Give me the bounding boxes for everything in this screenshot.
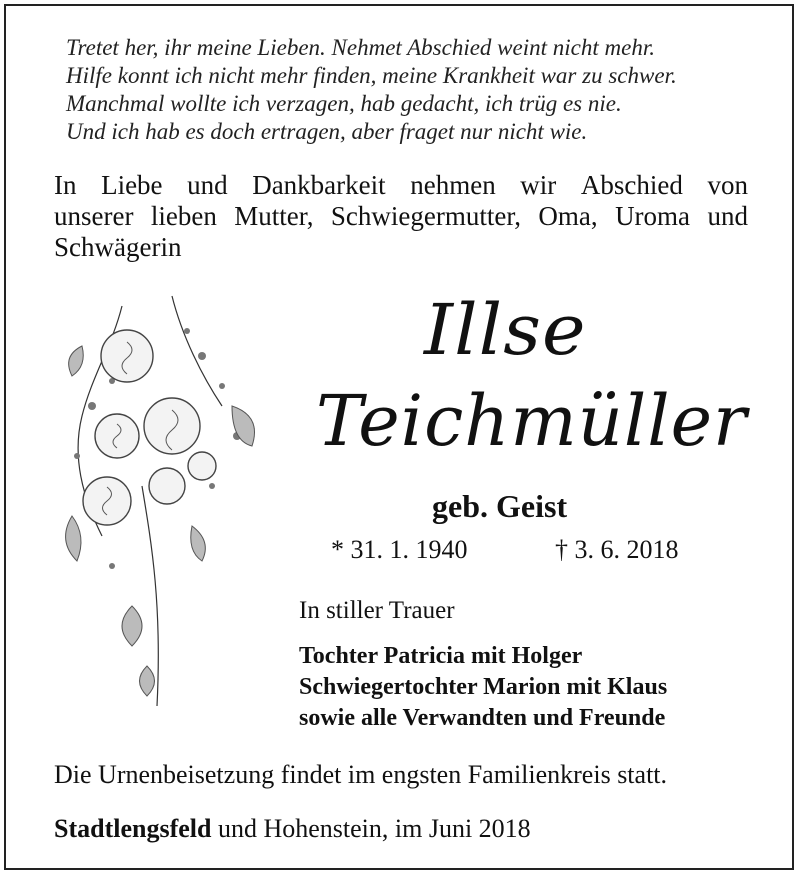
intro-text: [54, 170, 748, 263]
place-name: Stadtlengsfeld: [54, 814, 212, 843]
place-rest: und Hohenstein, im Juni 2018: [211, 814, 531, 843]
family-member: Schwiegertochter Marion mit Klaus: [299, 674, 668, 700]
death-date: † 3. 6. 2018: [555, 535, 679, 564]
intro-line-1: [54, 170, 748, 201]
intro-line-2: [54, 201, 748, 232]
intro-word: Mutter,: [234, 201, 314, 231]
poem-line: Und ich hab es doch ertragen, aber fraget nur nicht wie.: [66, 119, 588, 144]
intro-word: nehmen: [410, 170, 496, 200]
last-name: Teichmüller: [316, 380, 748, 462]
intro-word: Oma,: [538, 201, 598, 231]
intro-word: Schwiegermutter,: [330, 201, 521, 231]
family-member: Tochter Patricia mit Holger: [299, 643, 583, 669]
intro-word: wir: [520, 170, 557, 200]
first-name: Illse: [424, 289, 587, 371]
family-list: [299, 641, 667, 734]
intro-word: lieben: [150, 201, 217, 231]
birth-date: * 31. 1. 1940: [331, 535, 468, 564]
poem: [66, 34, 766, 146]
intro-word: und: [707, 201, 748, 231]
poem-line: Manchmal wollte ich verzagen, hab gedacht, ich trüg es nie.: [66, 91, 622, 116]
mourning-label: In stiller Trauer: [299, 597, 455, 624]
intro-word: und: [187, 170, 228, 200]
intro-word: Abschied: [580, 170, 683, 200]
maiden-name: geb. Geist: [432, 488, 568, 524]
intro-word: Liebe: [101, 170, 163, 200]
intro-word: In: [54, 170, 77, 200]
intro-line-3: Schwägerin: [54, 232, 182, 262]
poem-line: Hilfe konnt ich nicht mehr finden, meine Krankheit war zu schwer.: [66, 63, 677, 88]
intro-word: Uroma: [615, 201, 691, 231]
intro-word: unserer: [54, 201, 134, 231]
family-member: sowie alle Verwandten und Freunde: [299, 705, 666, 731]
intro-word: Dankbarkeit: [252, 170, 386, 200]
place-date: [54, 814, 531, 844]
intro-word: von: [707, 170, 748, 200]
poem-line: Tretet her, ihr meine Lieben. Nehmet Abschied weint nicht mehr.: [66, 35, 655, 60]
burial-note: Die Urnenbeisetzung findet im engsten Familienkreis statt.: [54, 760, 668, 789]
flower-bouquet-icon: [52, 286, 272, 726]
